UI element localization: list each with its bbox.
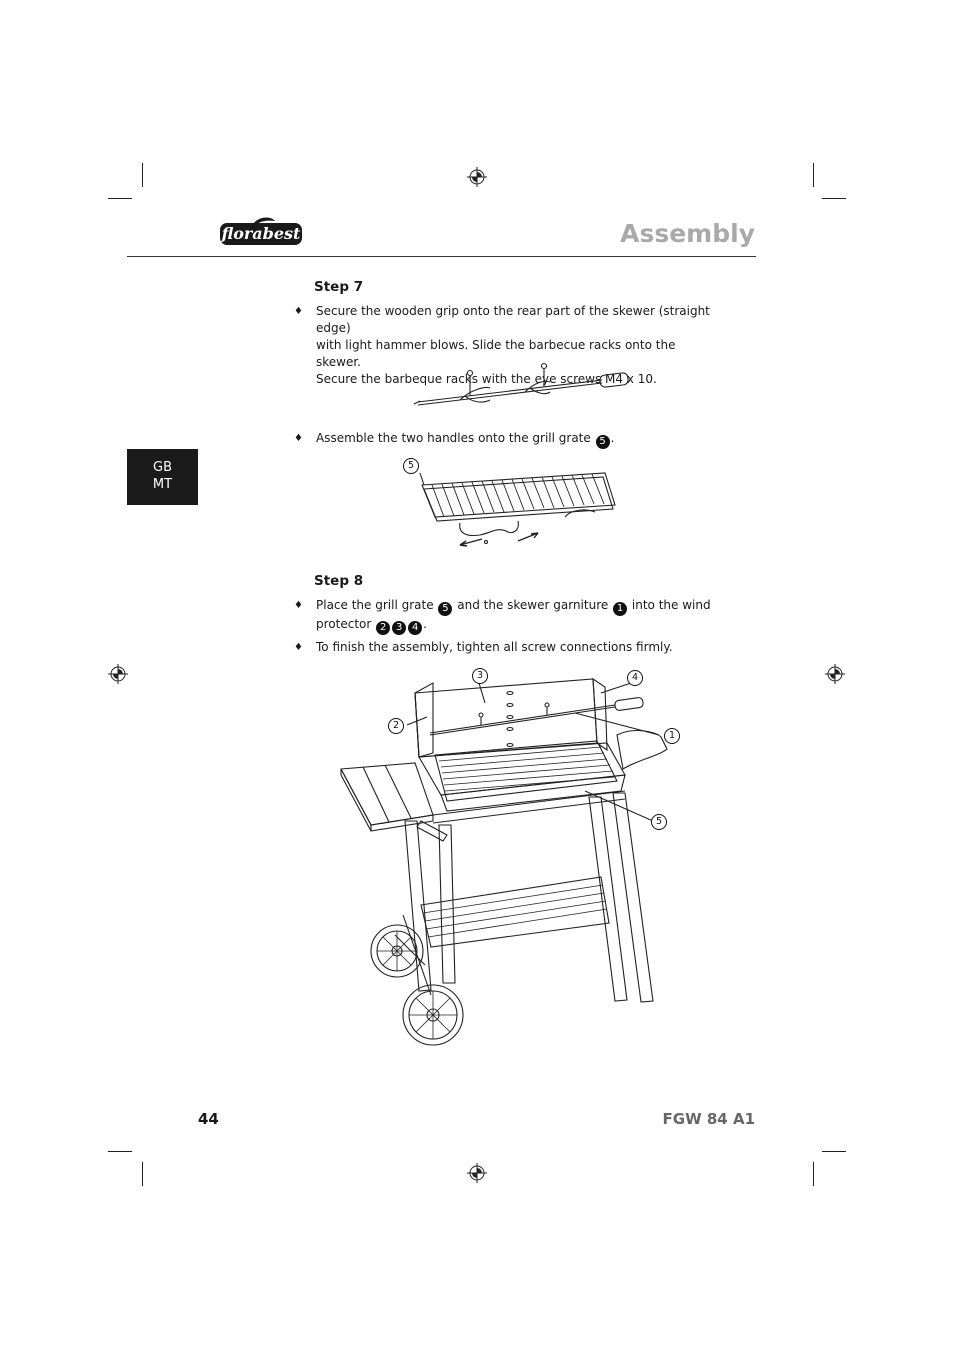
registration-mark-icon xyxy=(825,664,845,684)
logo-text: florabest xyxy=(221,224,301,243)
crop-mark-top-right-v xyxy=(813,163,814,187)
figure-callout-3: 3 xyxy=(472,668,488,684)
language-tab xyxy=(127,449,198,505)
crop-mark-top-left-v xyxy=(142,163,143,187)
part-number-badge: 3 xyxy=(392,621,406,635)
crop-mark-top-right-h xyxy=(822,198,846,199)
part-number-badge: 4 xyxy=(408,621,422,635)
step8-bullet1-text-d: protector xyxy=(316,617,372,631)
bullet-diamond-icon: ♦ xyxy=(294,600,303,611)
crop-mark-bottom-right-v xyxy=(813,1162,814,1186)
part-number-badge: 2 xyxy=(376,621,390,635)
figure-callout-5: 5 xyxy=(651,814,667,830)
model-number: FGW 84 A1 xyxy=(662,1110,755,1128)
figure-callout-4: 4 xyxy=(627,670,643,686)
crop-mark-bottom-left-h xyxy=(108,1151,132,1152)
page-number: 44 xyxy=(198,1110,219,1128)
page-title: Assembly xyxy=(620,219,755,248)
crop-mark-bottom-left-v xyxy=(142,1162,143,1186)
step7-bullet1-line1: Secure the wooden grip onto the rear part of the skewer (straight edge) xyxy=(316,304,710,335)
step8-heading: Step 8 xyxy=(314,573,364,589)
language-code-gb: GB xyxy=(153,460,172,475)
bullet-diamond-icon: ♦ xyxy=(294,306,303,317)
skewer-illustration xyxy=(410,362,640,412)
bullet-diamond-icon: ♦ xyxy=(294,642,303,653)
step7-bullet1-line3: Secure the barbeque racks with the eye screws M4 x 10. xyxy=(316,372,657,386)
figure-callout-1: 1 xyxy=(664,728,680,744)
crop-mark-bottom-right-h xyxy=(822,1151,846,1152)
grill-grate-illustration xyxy=(410,465,635,555)
step7-bullet2-text: Assemble the two handles onto the grill grate xyxy=(316,431,591,445)
step7-bullet1-line2: with light hammer blows. Slide the barbecue racks onto the skewer. xyxy=(316,338,676,369)
part-number-badge: 5 xyxy=(438,602,452,616)
bullet-diamond-icon: ♦ xyxy=(294,433,303,444)
registration-mark-icon xyxy=(467,1163,487,1183)
figure-callout: 5 xyxy=(403,458,419,474)
step7-heading: Step 7 xyxy=(314,279,364,295)
step8-bullet1-text-b: and the skewer garniture xyxy=(457,598,609,612)
step8-bullet2: To finish the assembly, tighten all screw connections firmly. xyxy=(316,640,673,654)
step8-bullet1-text-c: into the wind xyxy=(631,598,711,612)
header-divider xyxy=(127,256,756,257)
registration-mark-icon xyxy=(467,167,487,187)
grill-assembly-illustration xyxy=(335,665,675,1050)
part-number-badge: 1 xyxy=(613,602,627,616)
figure-callout-2: 2 xyxy=(388,718,404,734)
step7-bullet2: Assemble the two handles onto the grill grate 5 . xyxy=(316,431,615,447)
florabest-logo xyxy=(219,218,303,246)
part-number-badge: 5 xyxy=(596,435,610,449)
step8-bullet1: Place the grill grate 5 and the skewer garniture 1 into the wind protector 2 3 4 . xyxy=(316,598,711,633)
language-code-mt: MT xyxy=(152,477,173,492)
step8-bullet1-text-a: Place the grill grate xyxy=(316,598,434,612)
registration-mark-icon xyxy=(108,664,128,684)
crop-mark-top-left-h xyxy=(108,198,132,199)
